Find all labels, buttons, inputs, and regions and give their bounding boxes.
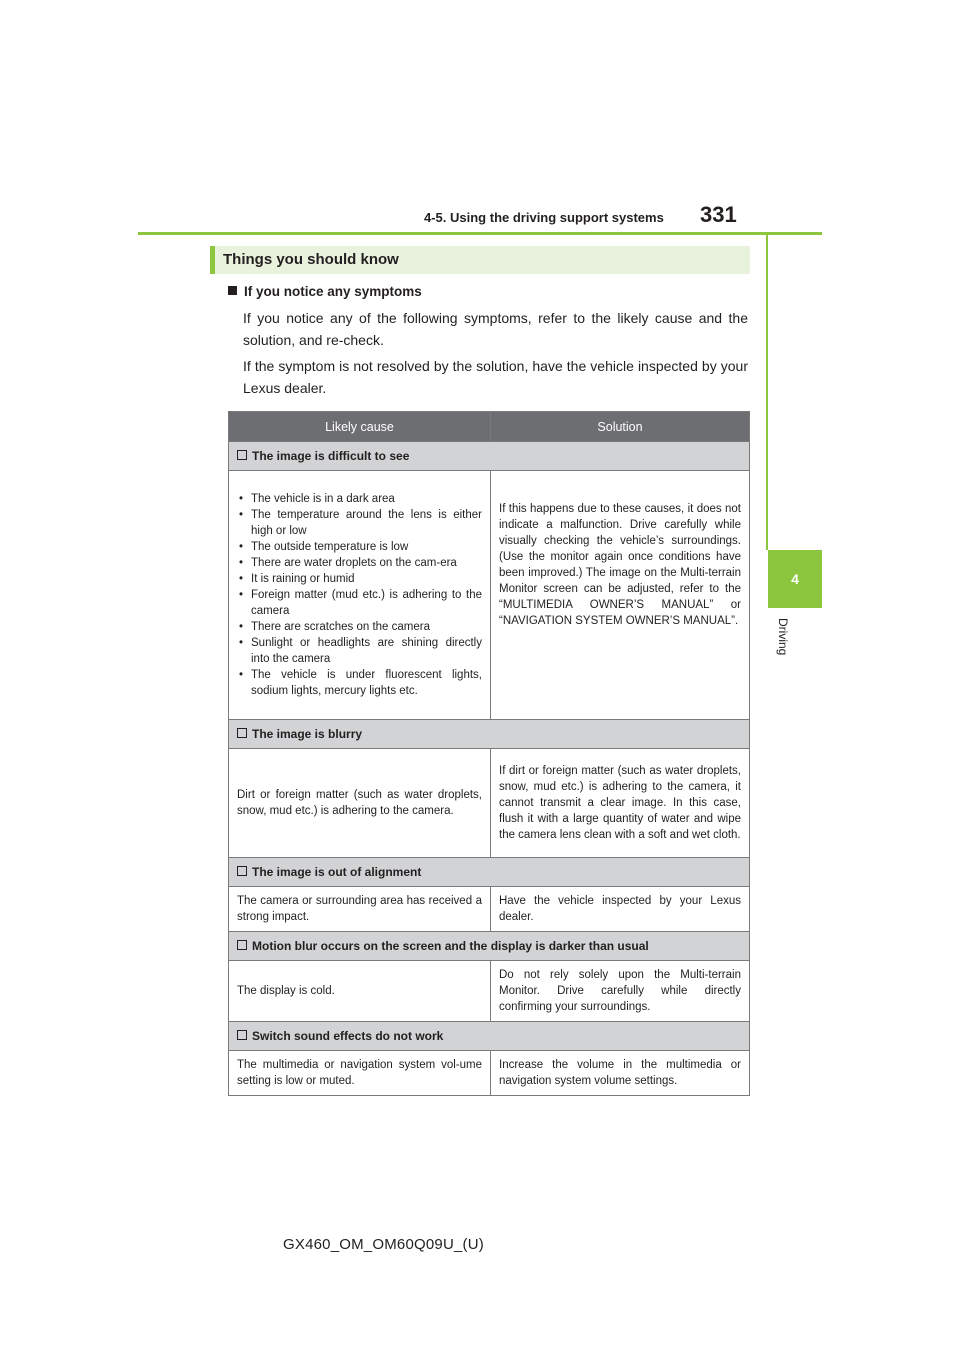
table-row xyxy=(229,471,750,720)
list-item: • The vehicle is in a dark area xyxy=(237,491,482,507)
solution-cell: Increase the volume in the multimedia or navigation system volume settings. xyxy=(491,1051,750,1096)
list-item: • The outside temperature is low xyxy=(237,539,482,555)
checkbox-icon xyxy=(237,1030,247,1040)
intro-paragraph-1: If you notice any of the following symptoms, refer to the likely cause and the solution, and re-check. xyxy=(243,310,748,348)
symptom-table xyxy=(228,411,750,1096)
category-row xyxy=(229,1022,750,1051)
category-row xyxy=(229,442,750,471)
table-row xyxy=(229,749,750,858)
cause-cell: Dirt or foreign matter (such as water droplets, snow, mud etc.) is adhering to the camera. xyxy=(229,749,491,858)
category-cell xyxy=(229,858,750,887)
cause-cell xyxy=(229,471,491,720)
category-cell xyxy=(229,720,750,749)
category-text: The image is out of alignment xyxy=(252,865,422,879)
list-item: • Foreign matter (mud etc.) is adhering to the camera xyxy=(237,587,482,619)
checkbox-icon xyxy=(237,450,247,460)
category-text: Motion blur occurs on the screen and the display is darker than usual xyxy=(252,939,649,953)
header-solution: Solution xyxy=(491,412,750,442)
category-text: The image is difficult to see xyxy=(252,449,410,463)
header-rule xyxy=(138,232,822,235)
solution-cell: Have the vehicle inspected by your Lexus dealer. xyxy=(491,887,750,932)
category-cell xyxy=(229,1022,750,1051)
subheading xyxy=(228,284,422,299)
solution-cell: Do not rely solely upon the Multi-terrain Monitor. Drive carefully while directly confirming your surroundings. xyxy=(491,961,750,1022)
list-item: • There are water droplets on the cam-era xyxy=(237,555,482,571)
cause-list xyxy=(237,491,482,699)
cause-cell: The camera or surrounding area has received a strong impact. xyxy=(229,887,491,932)
category-cell xyxy=(229,932,750,961)
chapter-tab: 4 xyxy=(768,550,822,608)
page-number: 331 xyxy=(700,202,737,227)
intro-paragraph-2: If the symptom is not resolved by the solution, have the vehicle inspected by your Lexus dealer. xyxy=(243,358,748,396)
section-title-bar xyxy=(210,246,750,274)
table-row xyxy=(229,887,750,932)
list-item: • There are scratches on the camera xyxy=(237,619,482,635)
table-row xyxy=(229,1051,750,1096)
cause-cell: The display is cold. xyxy=(229,961,491,1022)
solution-cell: If this happens due to these causes, it does not indicate a malfunction. Drive carefully while visually checking the vehicle’s surroundings. (Use the monitor again once conditions have been improved.) The image on the Multi-terrain Monitor screen can be adjusted, refer to the “MULTIMEDIA OWNER’S MANUAL” or “NAVIGATION SYSTEM OWNER’S MANUAL”. xyxy=(491,471,750,720)
list-item: • The temperature around the lens is either high or low xyxy=(237,507,482,539)
header-likely-cause: Likely cause xyxy=(229,412,491,442)
side-rule xyxy=(766,232,768,550)
category-cell xyxy=(229,442,750,471)
category-row xyxy=(229,720,750,749)
table-header-row xyxy=(229,412,750,442)
category-row xyxy=(229,932,750,961)
solution-cell: If dirt or foreign matter (such as water droplets, snow, mud etc.) is adhering to the camera, it cannot transmit a clear image. In this case, flush it with a large quantity of water and wipe the camera lens clean with a soft and wet cloth. xyxy=(491,749,750,858)
checkbox-icon xyxy=(237,866,247,876)
list-item: • It is raining or humid xyxy=(237,571,482,587)
chapter-label: Driving xyxy=(776,618,790,656)
category-text: The image is blurry xyxy=(252,727,363,741)
checkbox-icon xyxy=(237,728,247,738)
header-section-title: 4-5. Using the driving support systems xyxy=(424,210,664,225)
square-bullet-icon xyxy=(228,286,237,295)
list-item: • Sunlight or headlights are shining directly into the camera xyxy=(237,635,482,667)
footer-doc-code: GX460_OM_OM60Q09U_(U) xyxy=(283,1236,484,1253)
category-text: Switch sound effects do not work xyxy=(252,1029,444,1043)
section-title: Things you should know xyxy=(223,251,399,268)
list-item: • The vehicle is under fluorescent lights, sodium lights, mercury lights etc. xyxy=(237,667,482,699)
subheading-text: If you notice any symptoms xyxy=(244,284,422,299)
cause-cell: The multimedia or navigation system vol-ume setting is low or muted. xyxy=(229,1051,491,1096)
category-row xyxy=(229,858,750,887)
table-row xyxy=(229,961,750,1022)
checkbox-icon xyxy=(237,940,247,950)
